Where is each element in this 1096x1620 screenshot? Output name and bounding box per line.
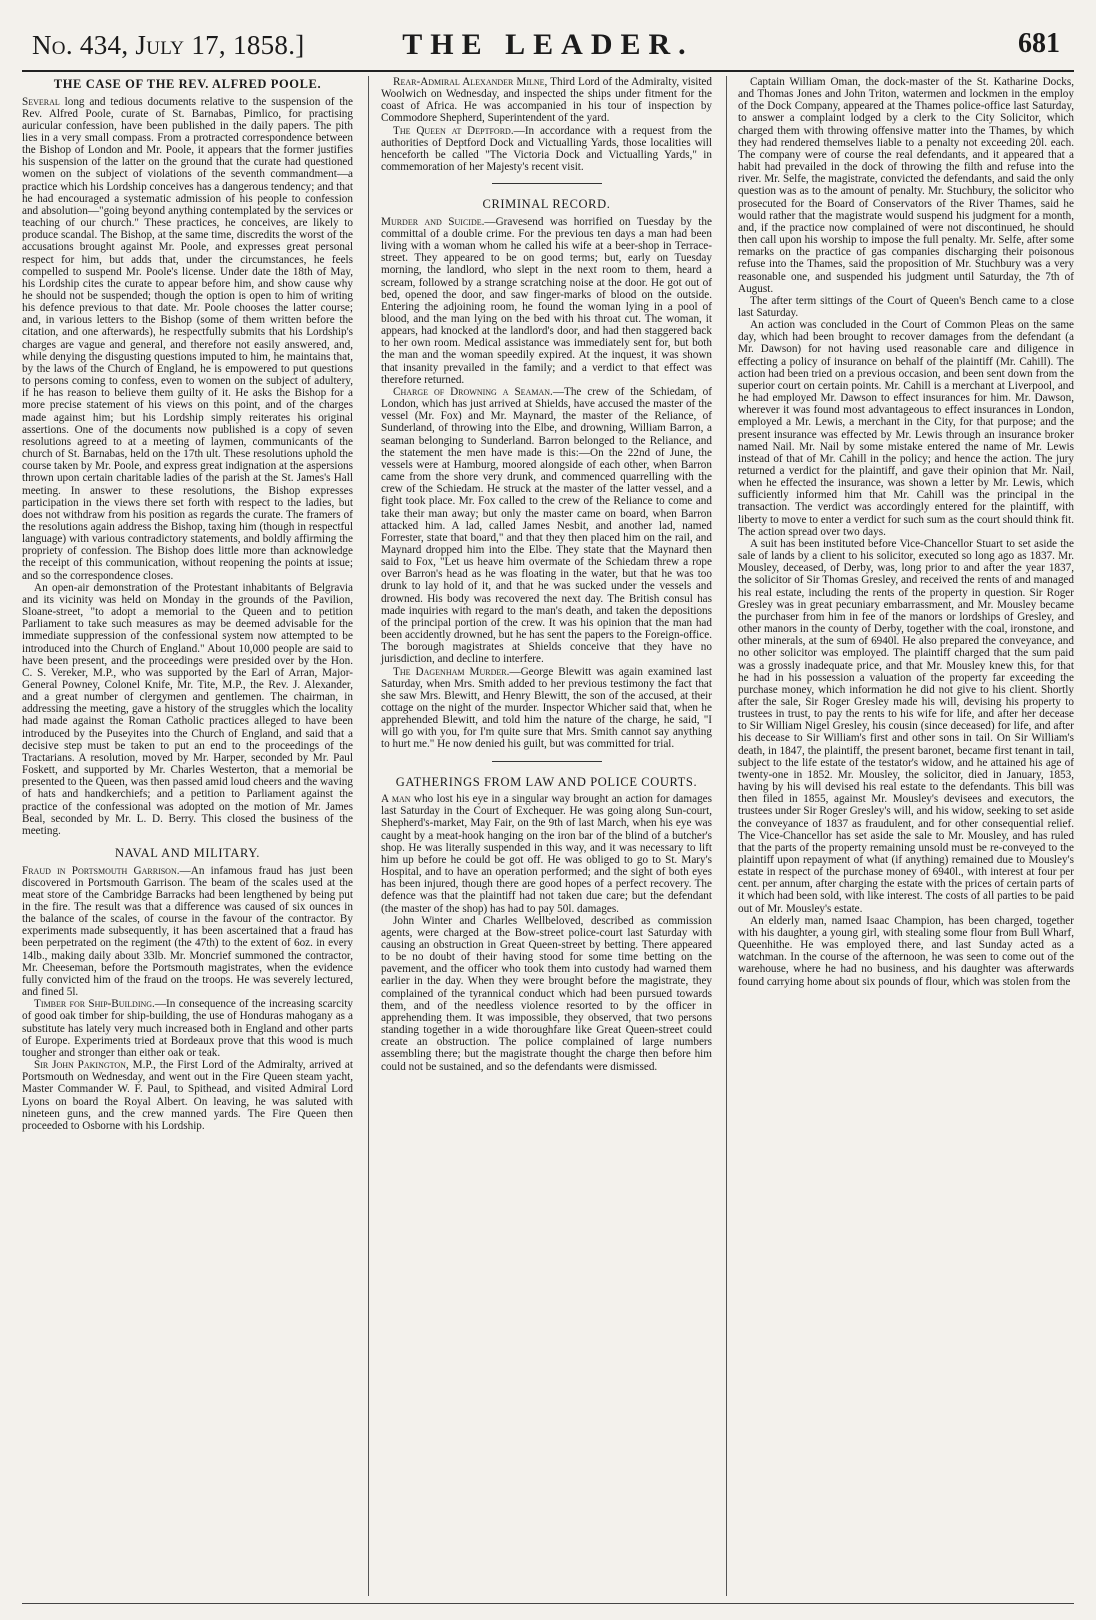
paragraph-text: —In accordance with a request from the authorities of Deptford Dock and Victualling Yards, those localities will henceforth be called "The Victoria Dock and Victualling Yards," in commemoration of her Majesty's recent visit. — [381, 124, 712, 174]
paragraph — [738, 319, 1074, 538]
column-divider — [368, 76, 369, 1596]
lead-in: Murder and Suicide. — [381, 215, 485, 228]
paragraph-text: long and tedious documents relative to the suspension of the Rev. Alfred Poole, curate of St. Barnabas, Pimlico, for practising auricular confession, have been published in the daily papers. The pith lies in a very small compass. From a protracted correspondence between the Bishop of London and Mr. Poole, it appears that the former justifies his suspension of the latter on the ground that the curate had questioned women on the subject of violations of the seventh commandment—a practice which his Lordship conceives has a dangerous tendency; and that he had encouraged a systematic admission of his people to confession and absolution—"going beyond anything contemplated by the services or teaching of our church." These practices, he conceives, are likely to produce scandal. The Bishop, at the same time, discredits the worst of the accusations brought against Mr. Poole, and expresses great personal respect for him, but adds that, under the circumstances, he feels compelled to suspend Mr. Poole's license. Under date the 18th of May, his Lordship cites the curate to appear before him, and show cause why he should not be suspended; though the option is open to him of writing his defence previous to that date. Mr. Poole chooses the latter course; and, in various letters to the Bishop (some of them written before the citation, and one afterwards), he respectfully submits that his Lordship's charges are vague and general, and therefore not easily answered, and, while denying the disgusting questions imputed to him, he maintains that, by the laws of the Church of England, he is empowered to put questions to persons coming to confess, even to women on the subject of adultery, if he has reason to believe them guilty of it. He asks the Bishop for a more precise statement of his views on this point, and of the charges made against him; but his Lordship simply reiterates his original assertions. One of the documents now published is a copy of seven resolutions agreed to at a meeting of laymen, communicants of the church of St. Barnabas, held on the 17th ult. These resolutions uphold the course taken by Mr. Poole, and express great indignation at the aspersions thrown upon certain charitable ladies of the parish at the St. James's Hall meeting. In answer to these resolutions, the Bishop expresses participation in the views there set forth with respect to the ladies, but does not withdraw from his position as regards the curate. The framers of the resolutions again address the Bishop, taxing him (though in respectful language) with various contradictory statements, and boldly affirming the propriety of confession. The Bishop does little more than acknowledge the receipt of this communication, without reopening the points at issue; and so the correspondence closes. — [22, 95, 353, 582]
header-rule — [22, 70, 1074, 72]
paragraph-text: An action was concluded in the Court of Common Pleas on the same day, which had been brought to recover damages from the defendant (a Mr. Dawson) for not having used reasonable care and diligence in effecting a policy of insurance on behalf of the plaintiff (Mr. Cahill). The action had been tried on a previous occasion, and been sent down from the superior court on certain points. Mr. Cahill is a merchant at Liverpool, and he had employed Mr. Dawson to effect insurances for him. Mr. Dawson, wherever it was found most advantageous to effect insurances in London, employed a Mr. Lewis, a merchant in the City, for that purpose; and the present insurance was effected by Mr. Lewis through an insurance broker named Nail. Mr. Nail by some mistake entered the name of Mr. Lewis instead of that of Mr. Cahill in the policy; and hence the action. The jury returned a verdict for the plaintiff, and gave their opinion that Mr. Nail, when he effected the insurance, was shown a letter by Mr. Lewis, which sufficiently informed him that Mr. Cahill was the principal in the transaction. The verdict was accordingly entered for the plaintiff, with liberty to move to enter a verdict for such sum as the court should think fit. The action spread over two days. — [738, 319, 1074, 538]
lead-in: A man — [381, 793, 411, 806]
paragraph-text: Captain William Oman, the dock-master of the St. Katharine Docks, and Thomas Jones and John Triton, watermen and lockmen in the employ of the Dock Company, appeared at the Thames police-office last Saturday, to answer a complaint lodged by a clerk to the City Solicitor, which charged them with throwing offensive matter into the Thames, by which they had rendered themselves liable to a penalty not exceeding 20l. each. The company were of course the real defendants, and it appeared that a habit had prevailed in the dock of throwing the filth and refuse into the river. Mr. Selfe, the magistrate, convicted the defendants, and said the only question was as to the amount of penalty. Mr. Stuchbury, the solicitor who prosecuted for the Board of Conservators of the River Thames, said he would rather that the magistrate would suspend his judgment for a month, and, if the practice now complained of were not discontinued, he should then call upon his worship to impose the full penalty. Mr. Selfe, after some remarks on the practice of gas companies discharging their poisonous refuse into the Thames, said the proposition of Mr. Stuchbury was a very reasonable one, and suspended his judgment until Saturday, the 7th of August. — [738, 76, 1074, 295]
lead-in: Fraud in Portsmouth Garrison. — [22, 864, 180, 877]
paragraph-text: —Gravesend was horrified on Tuesday by the committal of a double crime. For the previous ten days a man had been living with a woman whom he called his wife at a beer-shop in Terrace-street. They appeared to be on good terms; but, early on Tuesday morning, the landlord, who slept in the next room to them, heard a scream, followed by a strange scratching noise at the door. He got out of bed, opened the door, and saw finger-marks of blood on the outside. Entering the adjoining room, he found the woman lying in a pool of blood, and the man lying on the bed with his throat cut. The woman, it appears, had knocked at the landlord's door, and had then staggered back to her own room. Medical assistance was immediately sent for, but both the man and the woman speedily expired. At the inquest, it was shown that insanity prevailed in the family; and a verdict to that effect was therefore returned. — [381, 215, 712, 386]
paragraph — [22, 96, 353, 582]
paragraph — [381, 793, 712, 915]
paragraph — [381, 666, 712, 751]
paragraph-text: John Winter and Charles Wellbeloved, described as commission agents, were charged at the Bow-street police-court last Saturday with causing an obstruction in Great Queen-street by betting. There appeared to be no doubt of their having stood for some time betting on the pavement, and the officer who took them into custody had warned them earlier in the day. When they were brought before the magistrate, they complained of the tyrannical conduct which had been pursued towards them, and of the needless violence resorted to by the officer in apprehending them. It was impossible, they observed, that two persons standing together in a wide thoroughfare like Great Queen-street could create an obstruction. The police complained of large numbers assembling there; but the magistrate thought the charge then before him could not be sustained, and so the defendants were dismissed. — [381, 914, 712, 1073]
paragraph — [381, 216, 712, 386]
column-3 — [738, 76, 1074, 988]
paragraph — [381, 76, 712, 125]
paragraph-text: M.P., the First Lord of the Admiralty, arrived at Portsmouth on Wednesday, and went out in the Fire Queen steam yacht, Master Commander W. F. Paul, to Spithead, and visited Admiral Lord Lyons on board the Royal Albert. On leaving, he was saluted with nineteen guns, and the crew manned yards. The Fire Queen then proceeded to Osborne with his Lordship. — [22, 1059, 353, 1132]
paragraph — [738, 538, 1074, 915]
article-heading: GATHERINGS FROM LAW AND POLICE COURTS. — [395, 774, 698, 789]
paragraph — [738, 76, 1074, 295]
section-separator — [492, 183, 602, 184]
lead-in: Rear-Admiral Alexander Milne, — [393, 76, 548, 88]
paragraph-text: An elderly man, named Isaac Champion, has been charged, together with his daughter, a young girl, with stealing some flour from Bull Wharf, Queenhithe. He was employed there, and last Sunday acted as a watchman. In the course of the afternoon, he was seen to come out of the warehouse, where he had no business, and his daughter was afterwards found carrying home about six pounds of flour, which was stolen from the — [738, 914, 1074, 988]
issue-date: No. 434, July 17, 1858.] — [32, 30, 305, 60]
paragraph-text: —An infamous fraud has just been discovered in Portsmouth Garrison. The beam of the scales used at the meat store of the Cambridge Barracks had been lengthened by being put in the fire. The result was that a difference was caused of six ounces in the balance of the scales, of course in the favour of the contractor. By experiments made subsequently, it has been ascertained that a fraud has been perpetrated on the regiment (the 47th) to the extent of 6oz. in every 14lb., making daily about 33lb. Mr. Moncrief summoned the contractor, Mr. Cheeseman, before the Portsmouth magistrates, when the evidence fully convicted him of the fraud on the troops. He was severely lectured, and fined 5l. — [22, 864, 353, 999]
section-separator — [492, 761, 602, 762]
lead-in: Several — [22, 95, 60, 108]
paragraph-text: A suit has been instituted before Vice-Chancellor Stuart to set aside the sale of lands by a client to his solicitor, executed so long ago as 1837. Mr. Mousley, deceased, of Derby, was, long prior to and after the year 1837, the solicitor of Sir Thomas Gresley, and received the rents of and managed his real estate, including the rents of the property in question. Sir Roger Gresley was in great pecuniary embarrassment, and Mr. Mousley became the purchaser from him in fee of the manors or lordships of Gresley, and other manors in the county of Derby, together with the coal, ironstone, and other minerals, at the sum of 6940l. He also prepared the conveyance, and no other solicitor was employed. The plaintiff charged that the sum paid was a grossly inadequate price, and that Mr. Mousley knew this, for that he had in his possession a valuation of the property far exceeding the purchase money, which information he did not give to his client. Shortly after the sale, Sir Roger Gresley made his will, devising his property to trustees in trust, to pay the rents to his wife for life, and after her decease to Sir William Nigel Gresley, his cousin (since deceased) for life, and after his decease to Sir William's first and other sons in tail. On Sir William's death, in 1847, the plaintiff, the present baronet, became first tenant in tail, subject to the life estate of the testator's widow, and he attained his age of twenty-one in 1852. Mr. Mousley, the solicitor, died in January, 1853, having by his will devised his real estate to the defendants. This bill was then filed in 1855, against Mr. Mousley's devisees and executors, the trustees under Sir Roger Gresley's will, and his widow, seeking to set aside the conveyance of 1837 as fraudulent, and for other consequential relief. The Vice-Chancellor has set aside the sale to Mr. Mousley, and has ruled that the parts of the property remaining unsold must be re-conveyed to the plaintiff upon repayment of what (if anything) remained due to Mousley's estate in respect of the purchase money of 6940l., with interest at four per cent. per annum, after charging the estate with the prices of certain parts of it which had been sold, with like interest. The costs of all parties to be paid out of Mr. Mousley's estate. — [738, 537, 1074, 915]
article-heading: CRIMINAL RECORD. — [482, 197, 611, 212]
lead-in: Sir John Pakington, — [34, 1059, 129, 1072]
paragraph-text: The after term sittings of the Court of Queen's Bench came to a close last Saturday. — [738, 294, 1074, 319]
article-heading: NAVAL AND MILITARY. — [114, 846, 261, 861]
paper-title: THE LEADER. — [402, 28, 694, 61]
paragraph — [381, 125, 712, 174]
page-number: 681 — [1018, 28, 1060, 59]
paragraph — [22, 582, 353, 837]
paragraph-text: Third Lord of the Admiralty, visited Woolwich on Wednesday, and inspected the ships under fitment for the coast of Africa. He was accompanied in his tour of inspection by Commodore Shepherd, Superintendent of the yard. — [381, 76, 712, 125]
paragraph-text: —The crew of the Schiedam, of London, which has just arrived at Shields, have accused the master of the vessel (Mr. Fox) and Mr. Maynard, the master of the Reliance, of Sunderland, of throwing into the Elbe, and drowning, William Barron, a seaman belonging to Sunderland. Barron belonged to the Reliance, and the statement the men have made is this:—On the 22nd of June, the vessels were at Hamburg, moored alongside of each other, when Barron came from the shore very drunk, and commenced quarrelling with the crew of the Schiedam. He struck at the master of the latter vessel, and a fight took place. Mr. Fox called to the crew of the Reliance to come and take their man away; but only the master came on board, when Barron attacked him. A lad, called James Nesbit, and another lad, named Forrester, state that board," and that they then placed him on the rail, and Maynard dropped him into the Elbe. They state that the Maynard then said to Fox, "Let us heave him overmate of the Schiedam threw a rope over Barron's head as he was floating in the water, but that he was too drunk to lay hold of it, and that he was sucked under the vessels and drowned. His body was recovered the next day. The British consul has made inquiries with regard to the man's death, and taken the depositions of the principal portion of the crew. It was his opinion that the man had been accidently drowned, but he has sent the papers to the Foreign-office. The borough magistrates at Shields conceive that they have no jurisdiction, and decline to interfere. — [381, 385, 712, 666]
column-2 — [381, 76, 712, 1073]
lead-in: Timber for Ship-Building. — [34, 998, 155, 1011]
lead-in: Charge of Drowning a Seaman. — [393, 385, 553, 398]
paragraph-text: —In consequence of the increasing scarcity of good oak timber for ship-building, the use of Honduras mahogany as a substitute has lately very much increased both in England and other parts of Europe. Experiments tried at Bordeaux prove that this wood is much tougher and stronger than either oak or teak. — [22, 998, 354, 1059]
paragraph — [381, 386, 712, 666]
masthead — [22, 26, 1074, 66]
lead-in: The Queen at Deptford. — [393, 124, 514, 137]
column-divider — [726, 76, 727, 1596]
paragraph — [22, 865, 353, 999]
footer-rule — [22, 1603, 1074, 1604]
paragraph — [738, 915, 1074, 988]
paragraph — [22, 1059, 353, 1132]
paragraph-text: who lost his eye in a singular way brought an action for damages last Saturday in the Court of Exchequer. He was going along Sun-court, Shepherd's-market, May Fair, on the 9th of last March, when his eye was caught by a meat-hook hanging on the iron bar of the blind of a butcher's shop. He was literally suspended in this way, and it was necessary to lift him up before he could be got off. He was obliged to go to St. Mary's Hospital, and to have an operation performed; and the sight of both eyes has been injured, though there are good hopes of a perfect recovery. The defence was that the plaintiff had not taken due care; but the defendant (the master of the shop) has had to pay 50l. damages. — [381, 793, 712, 915]
column-1 — [22, 76, 353, 1132]
paragraph — [738, 295, 1074, 319]
paragraph — [381, 915, 712, 1073]
paragraph-text: —George Blewitt was again examined last Saturday, when Mrs. Smith added to her previous testimony the fact that she saw Mrs. Blewitt, and Henry Blewitt, the son of the accused, at their cottage on the night of the murder. Inspector Whicher said that, when he apprehended Blewitt, and told him the nature of the charge, he said, "I will go with you, for I'm quite sure that Mrs. Smith cannot say anything to hurt me." He now denied his guilt, but was committed for trial. — [381, 665, 712, 751]
paragraph-text: An open-air demonstration of the Protestant inhabitants of Belgravia and its vicinity was held on Monday in the grounds of the Pavilion, Sloane-street, "to adopt a memorial to the Queen and to petition Parliament to take such measures as may be deemed advisable for the immediate suppression of the confessional system now attempted to be introduced into the Church of England." About 10,000 people are said to have been present, and the proceedings were presided over by the Hon. C. S. Vereker, M.P., who was supported by the Earl of Arran, Major-General Powney, Colonel Knife, Mr. Tite, M.P., the Rev. J. Alexander, and a great number of clergymen and gentlemen. The chairman, in addressing the meeting, gave a history of the struggles which the locality had made against the Roman Catholic practices alleged to have been introduced by the Puseyites into the Church of England, and said that a decisive step must be taken to put an end to the proceedings of the Tractarians. A resolution, moved by Mr. Harper, seconded by Mr. Paul Foskett, and supported by Mr. Charles Westerton, that a memorial be presented to the Queen, was then passed amid loud cheers and the waving of hats and handkerchiefs; and a petition to Parliament against the practice of the confessional was adopted on the motion of Mr. James Beal, seconded by Mr. L. D. Berry. This closed the business of the meeting. — [22, 581, 353, 837]
paragraph — [22, 998, 353, 1059]
article-heading: THE CASE OF THE REV. ALFRED POOLE. — [53, 77, 322, 91]
lead-in: The Dagenham Murder. — [393, 665, 510, 678]
